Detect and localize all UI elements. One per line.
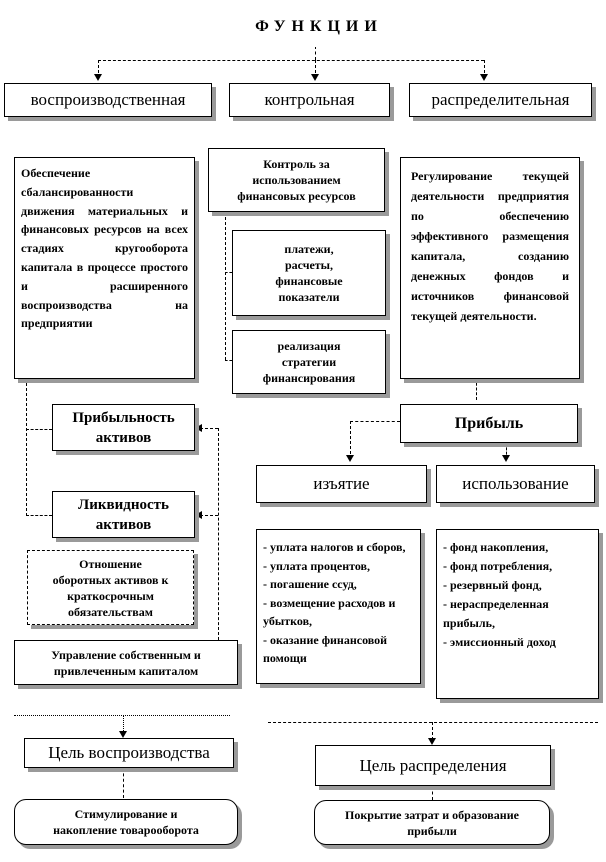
- profitability-box: Прибыльность активов: [52, 404, 195, 451]
- profit-box: Прибыль: [400, 404, 578, 443]
- connector: [218, 428, 219, 640]
- connector: [26, 515, 52, 516]
- withdrawal-box: изъятие: [256, 465, 427, 503]
- liquidity-box: Ликвидность активов: [52, 491, 195, 538]
- capital-management-box: Управление собственным и привлеченным капиталом: [14, 640, 238, 685]
- arrow: [119, 731, 127, 738]
- ratio-box: Отношение оборотных активов к краткосрочным обязательствам: [27, 550, 194, 625]
- connector: [14, 715, 230, 716]
- function-distributive: распределительная: [409, 83, 592, 117]
- control-payments: платежи, расчеты, финансовые показатели: [232, 230, 386, 316]
- arrow: [311, 74, 319, 81]
- connector: [98, 60, 484, 61]
- control-strategy: реализация стратегии финансирования: [232, 330, 386, 394]
- connector: [432, 786, 433, 800]
- connector: [225, 272, 232, 273]
- connector: [123, 768, 124, 798]
- usage-box: использование: [436, 465, 595, 503]
- goal-distribution-description: Покрытие затрат и образование прибыли: [314, 800, 550, 845]
- connector: [315, 46, 316, 60]
- connector: [268, 722, 598, 723]
- connector: [350, 421, 400, 422]
- function-control: контрольная: [229, 83, 390, 117]
- connector: [225, 360, 232, 361]
- connector: [200, 428, 218, 429]
- goal-reproduction-description: Стимулирование и накопление товарооборота: [14, 799, 238, 845]
- usage-items: - фонд накопления, - фонд потребления, - резервный фонд, - нераспределенная прибыль, - эмиссионный доход: [436, 529, 599, 699]
- goal-reproduction: Цель воспроизводства: [24, 738, 234, 768]
- connector: [26, 429, 52, 430]
- connector: [200, 515, 218, 516]
- distributive-description: Регулирование текущей деятельности предприятия по обеспечению эффективного размещения капитала, созданию денежных фондов и источников финансовой текущей деятельности.: [400, 157, 580, 379]
- withdrawal-items: - уплата налогов и сборов, - уплата процентов, - погашение ссуд, - возмещение расходов и убытков, - оказание финансовой помощи: [256, 529, 421, 684]
- function-reproductive: воспроизводственная: [4, 83, 212, 117]
- arrow: [428, 738, 436, 745]
- goal-distribution: Цель распределения: [315, 745, 551, 786]
- connector: [225, 212, 226, 360]
- arrow: [94, 74, 102, 81]
- arrow: [195, 424, 202, 432]
- arrow: [195, 511, 202, 519]
- connector: [26, 378, 27, 516]
- page-title: ФУНКЦИИ: [193, 7, 445, 47]
- reproductive-description: Обеспечение сбалансированности движения материальных и финансовых ресурсов на всех стадиях кругооборота капитала в процессе простого и расширенного воспроизводства на предприятии: [14, 157, 195, 379]
- arrow: [502, 455, 510, 462]
- connector: [476, 378, 477, 400]
- connector: [350, 421, 351, 459]
- control-main: Контроль за использованием финансовых ресурсов: [208, 148, 385, 212]
- arrow: [346, 455, 354, 462]
- arrow: [480, 74, 488, 81]
